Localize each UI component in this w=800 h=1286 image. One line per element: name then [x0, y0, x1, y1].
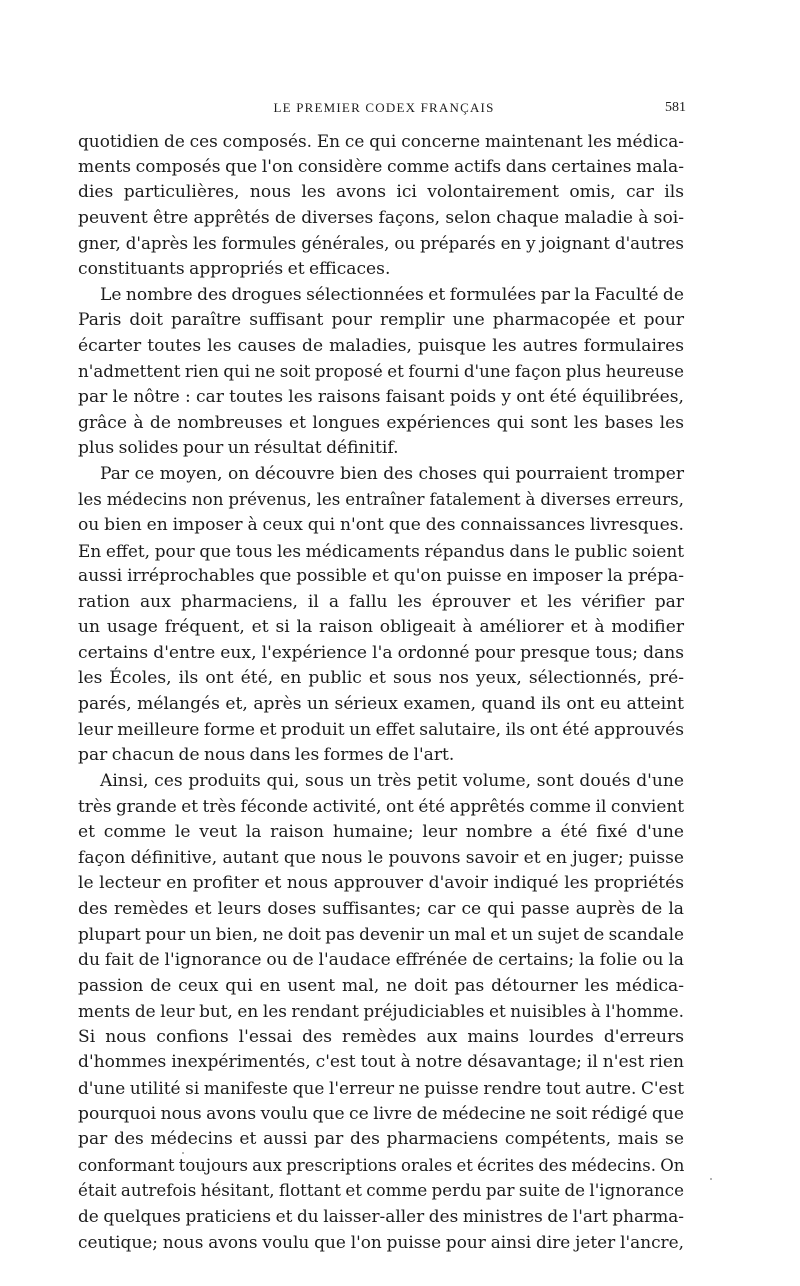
- text-line: par le nôtre : car toutes les raisons faisant poids y ont été équilibrées,: [78, 386, 684, 407]
- text-line: du fait de l'ignorance ou de l'audace effrénée de certains; la folie ou la: [78, 950, 684, 970]
- text-line: ments de leur but, en les rendant préjudiciables et nuisibles à l'homme.: [78, 1001, 684, 1022]
- text-line: ments composés que l'on considère comme actifs dans certaines mala-: [78, 156, 684, 177]
- text-line: passion de ceux qui en usent mal, ne doit pas détourner les médica-: [78, 975, 684, 996]
- text-line: quotidien de ces composés. En ce qui concerne maintenant les médica-: [78, 131, 684, 151]
- text-line: constituants appropriés et efficaces.: [78, 258, 391, 279]
- text-line: d'hommes inexpérimentés, c'est tout à notre désavantage; il n'est rien: [78, 1052, 684, 1073]
- page-number: 581: [665, 100, 686, 115]
- text-line: plupart pour un bien, ne doit pas devenir un mal et un sujet de scandale: [78, 924, 684, 945]
- text-line: Paris doit paraître suffisant pour remplir une pharmacopée et pour: [78, 310, 684, 331]
- text-line: très grande et très féconde activité, ont été apprêtés comme il convient: [78, 796, 684, 817]
- text-line: par des médecins et aussi par des pharmaciens compétents, mais se: [78, 1129, 684, 1150]
- text-line: d'une utilité si manifeste que l'erreur ne puisse rendre tout autre. C'est: [78, 1077, 684, 1098]
- text-line: écarter toutes les causes de maladies, puisque les autres formulaires: [78, 335, 684, 356]
- text-line: ceutique; nous avons voulu que l'on puisse pour ainsi dire jeter l'ancre,: [78, 1231, 684, 1252]
- text-line: dies particulières, nous les avons ici volontairement omis, car ils: [78, 182, 684, 203]
- running-title: LE PREMIER CODEX FRANÇAIS: [273, 100, 495, 115]
- text-line: peuvent être apprêtés de diverses façons, selon chaque maladie à soi-: [78, 207, 684, 228]
- text-line: et comme le veut la raison humaine; leur nombre a été fixé d'une: [78, 822, 684, 843]
- text-line: pourquoi nous avons voulu que ce livre de médecine ne soit rédigé que: [78, 1103, 684, 1124]
- paper-speck: [182, 1152, 184, 1154]
- text-line: gner, d'après les formules générales, ou préparés en y joignant d'autres: [78, 233, 684, 254]
- text-line: un usage fréquent, et si la raison obligeait à améliorer et à modifier: [78, 617, 684, 638]
- text-line: les médecins non prévenus, les entraîner fatalement à diverses erreurs,: [78, 489, 684, 510]
- text-line: ou bien en imposer à ceux qui n'ont que des connaissances livresques.: [78, 514, 684, 535]
- text-line: ration aux pharmaciens, il a fallu les éprouver et les vérifier par: [78, 591, 684, 612]
- text-line: plus solides pour un résultat définitif.: [78, 438, 399, 459]
- paper-speck: [710, 1178, 712, 1180]
- text-line: conformant toujours aux prescriptions orales et écrites des médecins. On: [78, 1155, 685, 1175]
- text-line: des remèdes et leurs doses suffisantes; car ce qui passe auprès de la: [78, 898, 684, 919]
- text-line: Ainsi, ces produits qui, sous un très petit volume, sont doués d'une: [100, 770, 684, 791]
- text-line: leur meilleure forme et produit un effet salutaire, ils ont été approuvés: [78, 719, 684, 740]
- body-text: [78, 129, 684, 1255]
- text-line: Par ce moyen, on découvre bien des choses qui pourraient tromper: [100, 463, 684, 484]
- text-line: Le nombre des drogues sélectionnées et formulées par la Faculté de: [100, 284, 684, 305]
- text-line: parés, mélangés et, après un sérieux examen, quand ils ont eu atteint: [78, 694, 684, 715]
- text-line: par chacun de nous dans les formes de l'art.: [78, 745, 455, 766]
- text-line: aussi irréprochables que possible et qu'on puisse en imposer la prépa-: [78, 566, 684, 587]
- running-head: [82, 100, 686, 120]
- text-line: façon définitive, autant que nous le pouvons savoir et en juger; puisse: [78, 847, 684, 868]
- text-line: le lecteur en profiter et nous approuver d'avoir indiqué les propriétés: [78, 873, 684, 894]
- text-line: En effet, pour que tous les médicaments répandus dans le public soient: [78, 540, 684, 561]
- text-line: Si nous confions l'essai des remèdes aux mains lourdes d'erreurs: [78, 1026, 684, 1047]
- text-line: les Écoles, ils ont été, en public et sous nos yeux, sélectionnés, pré-: [78, 668, 684, 689]
- text-line: certains d'entre eux, l'expérience l'a ordonné pour presque tous; dans: [78, 642, 684, 663]
- text-line: n'admettent rien qui ne soit proposé et fourni d'une façon plus heureuse: [78, 361, 684, 382]
- text-line: de quelques praticiens et du laisser-aller des ministres de l'art pharma-: [78, 1205, 684, 1226]
- text-line: grâce à de nombreuses et longues expériences qui sont les bases les: [78, 412, 684, 433]
- text-line: était autrefois hésitant, flottant et comme perdu par suite de l'ignorance: [78, 1180, 684, 1201]
